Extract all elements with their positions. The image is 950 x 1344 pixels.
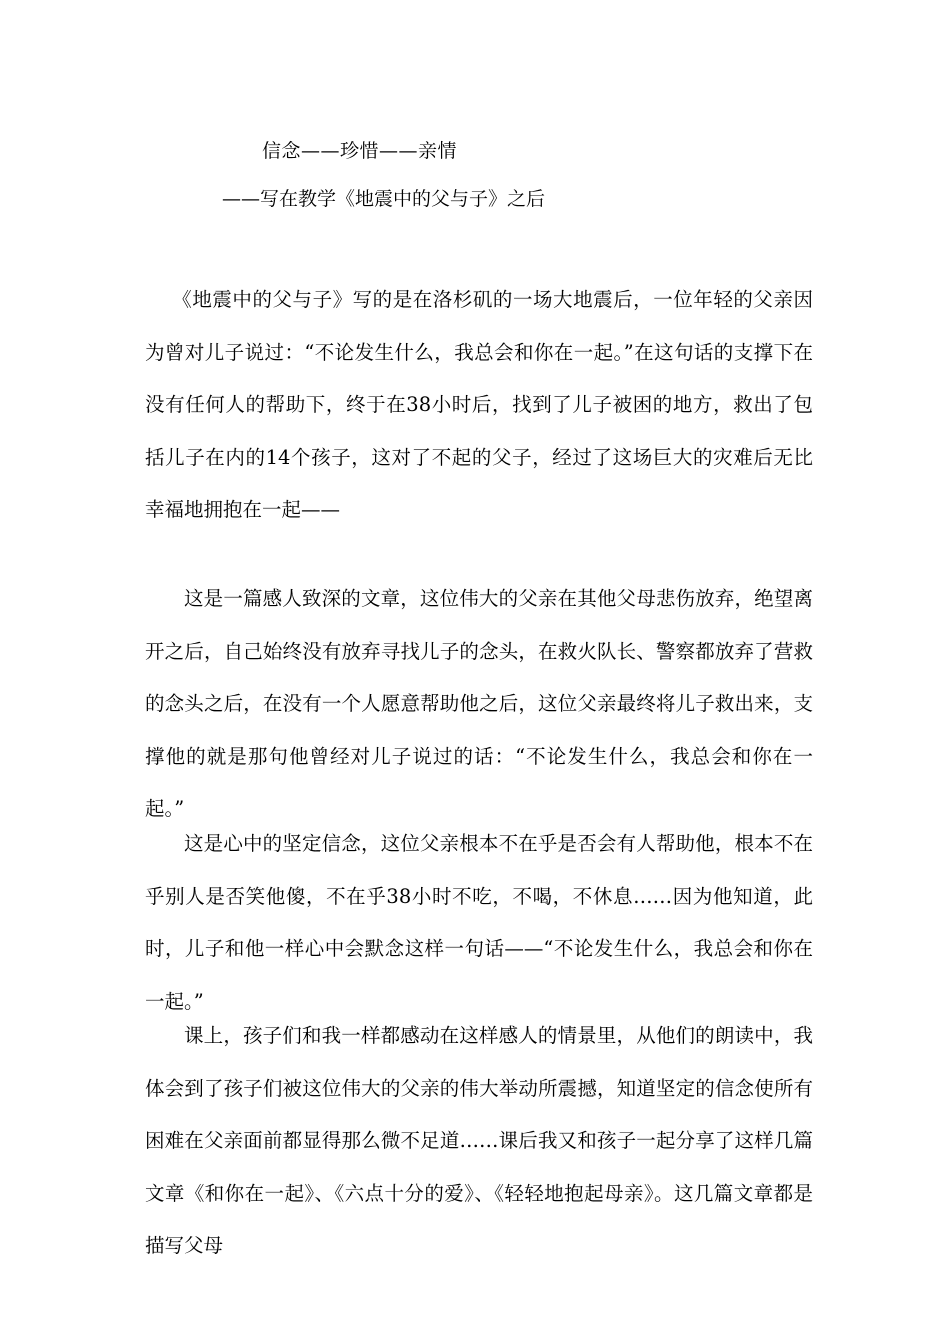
paragraph-4: 课上，孩子们和我一样都感动在这样感人的情景里，从他们的朗读中，我体会到了孩子们被这位伟大的父亲的伟大举动所震撼，知道坚定的信念使所有困难在父亲面前都显得那么微不足道……课后我又和孩子一起分享了这样几篇文章《和你在一起》、《六点十分的爱》、《轻轻地抱起母亲》。这几篇文章都是描写父母: [145, 1024, 813, 1257]
document-subtitle: ——写在教学《地震中的父与子》之后: [222, 188, 546, 210]
document-title: 信念——珍惜——亲情: [262, 140, 458, 162]
paragraph-2: 这是一篇感人致深的文章，这位伟大的父亲在其他父母悲伤放弃，绝望离开之后，自己始终没有放弃寻找儿子的念头，在救火队长、警察都放弃了营救的念头之后，在没有一个人愿意帮助他之后，这位父亲最终将儿子救出来，支撑他的就是那句他曾经对儿子说过的话：“不论发生什么，我总会和你在一起。”: [145, 587, 813, 820]
paragraph-1: 《地震中的父与子》写的是在洛杉矶的一场大地震后，一位年轻的父亲因为曾对儿子说过：“不论发生什么，我总会和你在一起。”在这句话的支撑下在没有任何人的帮助下，终于在38小时后，找到了儿子被困的地方，救出了包括儿子在内的14个孩子，这对了不起的父子，经过了这场巨大的灾难后无比幸福地拥抱在一起——: [145, 288, 813, 521]
paragraph-3: 这是心中的坚定信念，这位父亲根本不在乎是否会有人帮助他，根本不在乎别人是否笑他傻，不在乎38小时不吃，不喝，不休息……因为他知道，此时，儿子和他一样心中会默念这样一句话——“不论发生什么，我总会和你在一起。”: [145, 832, 813, 1013]
